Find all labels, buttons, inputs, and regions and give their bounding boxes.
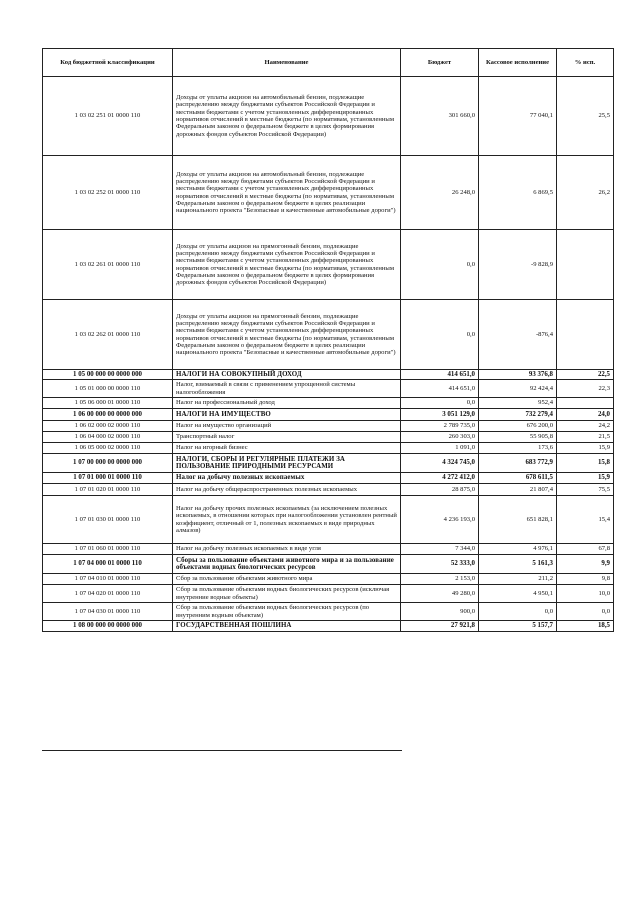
row-cash: 92 424,4 — [479, 380, 557, 398]
row-code: 1 03 02 261 01 0000 110 — [43, 230, 173, 300]
row-pct: 15,8 — [557, 454, 614, 473]
row-name: ГОСУДАРСТВЕННАЯ ПОШЛИНА — [173, 621, 401, 632]
row-name: Налог на добычу полезных ископаемых — [173, 473, 401, 484]
row-budget: 900,0 — [401, 603, 479, 621]
row-pct: 67,8 — [557, 544, 614, 555]
row-name: Сбор за пользование объектами водных биологических ресурсов (исключая внутренние водные объекты) — [173, 585, 401, 603]
row-cash: 952,4 — [479, 398, 557, 409]
row-name: Сбор за пользование объектами животного мира — [173, 574, 401, 585]
row-name: НАЛОГИ, СБОРЫ И РЕГУЛЯРНЫЕ ПЛАТЕЖИ ЗА ПОЛЬЗОВАНИЕ ПРИРОДНЫМИ РЕСУРСАМИ — [173, 454, 401, 473]
row-name: НАЛОГИ НА ИМУЩЕСТВО — [173, 409, 401, 421]
row-pct: 15,9 — [557, 473, 614, 484]
row-code: 1 07 01 060 01 0000 110 — [43, 544, 173, 555]
row-cash: 651 828,1 — [479, 496, 557, 544]
row-pct: 22,5 — [557, 370, 614, 380]
row-pct: 25,5 — [557, 77, 614, 156]
row-cash: 0,0 — [479, 603, 557, 621]
table-row — [43, 230, 614, 300]
row-code: 1 05 00 000 00 0000 000 — [43, 370, 173, 380]
row-budget: 414 651,0 — [401, 380, 479, 398]
row-cash: 173,6 — [479, 443, 557, 454]
row-budget: 301 660,0 — [401, 77, 479, 156]
row-budget: 4 324 745,0 — [401, 454, 479, 473]
row-pct: 9,9 — [557, 555, 614, 574]
row-name: НАЛОГИ НА СОВОКУПНЫЙ ДОХОД — [173, 370, 401, 380]
row-pct: 21,5 — [557, 432, 614, 443]
row-code: 1 07 01 030 01 0000 110 — [43, 496, 173, 544]
row-code: 1 07 00 000 00 0000 000 — [43, 454, 173, 473]
table-row — [43, 544, 614, 555]
table-row — [43, 156, 614, 230]
row-code: 1 06 04 000 02 0000 110 — [43, 432, 173, 443]
row-code: 1 03 02 251 01 0000 110 — [43, 77, 173, 156]
row-name: Налог на добычу полезных ископаемых в виде угля — [173, 544, 401, 555]
row-name: Доходы от уплаты акцизов на автомобильный бензин, подлежащие распределению между бюджетами субъектов Российской Федерации и местными бюджетами с учетом установленных дифференцированных нормативов отчислений в местные бюджеты (по нормативам, установленным Федеральным законом о федеральном бюджете в целях формирования дорожных фондов субъектов Российской Федерации) — [173, 77, 401, 156]
table-row — [43, 621, 614, 632]
row-cash: 211,2 — [479, 574, 557, 585]
row-pct: 0,0 — [557, 603, 614, 621]
row-pct: 22,3 — [557, 380, 614, 398]
row-code: 1 06 02 000 02 0000 110 — [43, 421, 173, 432]
row-budget: 52 333,0 — [401, 555, 479, 574]
row-budget: 3 051 129,0 — [401, 409, 479, 421]
row-code: 1 03 02 262 01 0000 110 — [43, 300, 173, 370]
row-cash: 676 200,0 — [479, 421, 557, 432]
row-code: 1 05 06 000 01 0000 110 — [43, 398, 173, 409]
row-budget: 28 875,0 — [401, 484, 479, 496]
row-pct: 15,9 — [557, 443, 614, 454]
row-name: Доходы от уплаты акцизов на прямогонный бензин, подлежащие распределению между бюджетами субъектов Российской Федерации и местными бюджетами с учетом установленных дифференцированных нормативов отчислений в местные бюджеты (по нормативам, установленным Федеральным законом о федеральном бюджете в целях формирования дорожных фондов субъектов Российской Федерации) — [173, 230, 401, 300]
table-row — [43, 432, 614, 443]
row-cash: 683 772,9 — [479, 454, 557, 473]
row-name: Налог на игорный бизнес — [173, 443, 401, 454]
row-cash: -876,4 — [479, 300, 557, 370]
row-code: 1 06 00 000 00 0000 000 — [43, 409, 173, 421]
document-page — [42, 48, 613, 632]
row-cash: 55 905,8 — [479, 432, 557, 443]
row-pct: 75,5 — [557, 484, 614, 496]
row-name: Сборы за пользование объектами животного мира и за пользование объектами водных биологических ресурсов — [173, 555, 401, 574]
row-pct — [557, 230, 614, 300]
row-budget: 2 789 735,0 — [401, 421, 479, 432]
header-cash: Кассовое исполнение — [479, 49, 557, 77]
table-row — [43, 421, 614, 432]
row-cash: 4 950,1 — [479, 585, 557, 603]
row-name: Доходы от уплаты акцизов на автомобильный бензин, подлежащие распределению между бюджетами субъектов Российской Федерации и местными бюджетами с учетом установленных дифференцированных нормативов отчислений в местные бюджеты (по нормативам, установленным Федеральным законом о федеральном бюджете в целях реализации национального проекта "Безопасные и качественные автомобильные дороги") — [173, 156, 401, 230]
row-pct: 24,2 — [557, 421, 614, 432]
row-code: 1 05 01 000 00 0000 110 — [43, 380, 173, 398]
table-row — [43, 300, 614, 370]
row-cash: 6 869,5 — [479, 156, 557, 230]
table-header-row — [43, 49, 614, 77]
row-pct: 9,8 — [557, 574, 614, 585]
row-budget: 4 272 412,0 — [401, 473, 479, 484]
row-budget: 0,0 — [401, 230, 479, 300]
row-code: 1 07 01 000 01 0000 110 — [43, 473, 173, 484]
footer-divider — [42, 750, 402, 751]
row-name: Налог на имущество организаций — [173, 421, 401, 432]
row-name: Транспортный налог — [173, 432, 401, 443]
row-cash: 732 279,4 — [479, 409, 557, 421]
table-row — [43, 473, 614, 484]
table-row — [43, 574, 614, 585]
row-pct: 10,0 — [557, 585, 614, 603]
row-budget: 1 091,0 — [401, 443, 479, 454]
row-name: Доходы от уплаты акцизов на прямогонный бензин, подлежащие распределению между бюджетами субъектов Российской Федерации и местными бюджетами с учетом установленных дифференцированных нормативов отчислений в местные бюджеты (по нормативам, установленным Федеральным законом о федеральном бюджете в целях реализации национального проекта "Безопасные и качественные автомобильные дороги") — [173, 300, 401, 370]
row-code: 1 07 04 010 01 0000 110 — [43, 574, 173, 585]
row-budget: 414 651,0 — [401, 370, 479, 380]
row-code: 1 03 02 252 01 0000 110 — [43, 156, 173, 230]
row-pct: 18,5 — [557, 621, 614, 632]
header-code: Код бюджетной классификации — [43, 49, 173, 77]
header-budget: Бюджет — [401, 49, 479, 77]
table-row — [43, 398, 614, 409]
table-row — [43, 454, 614, 473]
row-code: 1 07 04 000 01 0000 110 — [43, 555, 173, 574]
row-budget: 2 153,0 — [401, 574, 479, 585]
budget-execution-table — [42, 48, 614, 632]
row-cash: 77 040,1 — [479, 77, 557, 156]
row-name: Налог на профессиональный доход — [173, 398, 401, 409]
row-budget: 0,0 — [401, 300, 479, 370]
row-budget: 49 280,0 — [401, 585, 479, 603]
row-budget: 4 236 193,0 — [401, 496, 479, 544]
row-cash: -9 828,9 — [479, 230, 557, 300]
row-name: Налог на добычу общераспространенных полезных ископаемых — [173, 484, 401, 496]
table-row — [43, 77, 614, 156]
table-row — [43, 484, 614, 496]
row-code: 1 08 00 000 00 0000 000 — [43, 621, 173, 632]
row-budget: 26 248,0 — [401, 156, 479, 230]
row-cash: 678 611,5 — [479, 473, 557, 484]
row-code: 1 07 04 030 01 0000 110 — [43, 603, 173, 621]
row-name: Налог, взимаемый в связи с применением упрощенной системы налогообложения — [173, 380, 401, 398]
row-cash: 5 161,3 — [479, 555, 557, 574]
table-row — [43, 370, 614, 380]
row-cash: 93 376,8 — [479, 370, 557, 380]
table-row — [43, 555, 614, 574]
row-name: Сбор за пользование объектами водных биологических ресурсов (по внутренним водным объектам) — [173, 603, 401, 621]
row-budget: 0,0 — [401, 398, 479, 409]
row-pct — [557, 398, 614, 409]
table-row — [43, 603, 614, 621]
row-pct — [557, 300, 614, 370]
row-pct: 15,4 — [557, 496, 614, 544]
row-cash: 5 157,7 — [479, 621, 557, 632]
table-row — [43, 496, 614, 544]
table-row — [43, 585, 614, 603]
table-row — [43, 443, 614, 454]
row-name: Налог на добычу прочих полезных ископаемых (за исключением полезных ископаемых, в отношении которых при налогообложении установлен рентный коэффициент, отличный от 1, полезных ископаемых в виде природных алмазов) — [173, 496, 401, 544]
row-code: 1 07 01 020 01 0000 110 — [43, 484, 173, 496]
header-pct: % исп. — [557, 49, 614, 77]
row-budget: 260 303,0 — [401, 432, 479, 443]
row-cash: 4 976,1 — [479, 544, 557, 555]
table-row — [43, 409, 614, 421]
table-body — [43, 77, 614, 632]
row-budget: 7 344,0 — [401, 544, 479, 555]
row-pct: 24,0 — [557, 409, 614, 421]
row-code: 1 06 05 000 02 0000 110 — [43, 443, 173, 454]
table-row — [43, 380, 614, 398]
row-pct: 26,2 — [557, 156, 614, 230]
row-budget: 27 921,8 — [401, 621, 479, 632]
row-code: 1 07 04 020 01 0000 110 — [43, 585, 173, 603]
header-name: Наименование — [173, 49, 401, 77]
row-cash: 21 807,4 — [479, 484, 557, 496]
